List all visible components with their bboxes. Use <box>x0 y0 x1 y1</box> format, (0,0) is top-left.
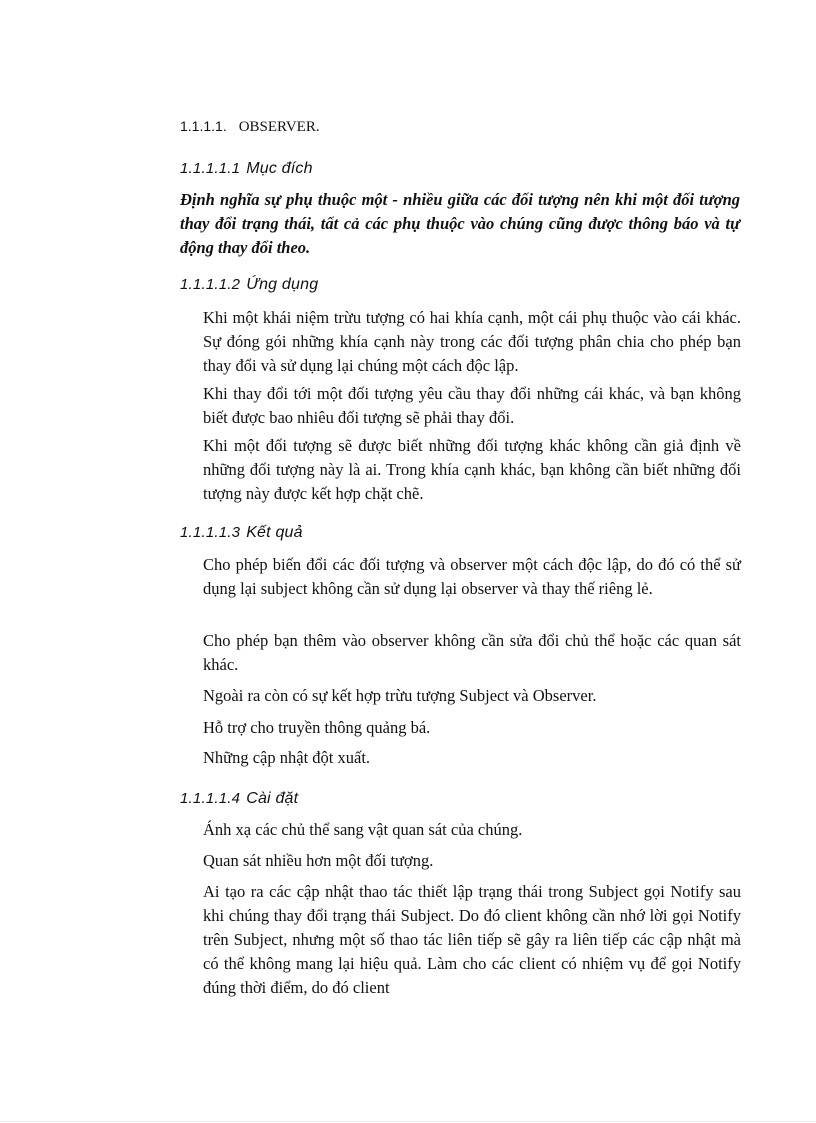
subheading-number: 1.1.1.1.1 <box>180 160 241 177</box>
paragraph: Ngoài ra còn có sự kết hợp trừu tượng Subject và Observer. <box>203 686 597 705</box>
section-number: 1.1.1.1. <box>180 118 227 134</box>
subheading-title: Mục đích <box>246 160 313 177</box>
subheading-ung-dung <box>180 276 318 294</box>
intro-paragraph: Định nghĩa sự phụ thuộc một - nhiều giữa các đối tượng nên khi một đối tượng thay đổi trạng thái, tất cả các phụ thuộc vào chúng cũng được thông báo và tự động thay đổi theo. <box>180 190 740 257</box>
paragraph: Những cập nhật đột xuất. <box>203 748 371 767</box>
paragraph: Khi thay đổi tới một đối tượng yêu cầu thay đổi những cái khác, và bạn không biết được bao nhiêu đối tượng sẽ phải thay đổi. <box>203 384 741 427</box>
paragraph: Ánh xạ các chủ thể sang vật quan sát của chúng. <box>203 820 523 839</box>
section-heading <box>180 118 320 136</box>
section-title: OBSERVER. <box>238 119 320 135</box>
paragraph: Cho phép biến đổi các đối tượng và observer một cách độc lập, do đó có thể sử dụng lại subject không cần sử dụng lại observer và thay thế riêng lẻ. <box>203 555 741 598</box>
subheading-title: Ứng dụng <box>246 276 319 293</box>
subheading-number: 1.1.1.1.3 <box>180 524 241 541</box>
page-edge <box>0 1121 816 1122</box>
paragraph: Khi một đối tượng sẽ được biết những đối tượng khác không cần giả định về những đối tượng này là ai. Trong khía cạnh khác, bạn không cần biết những đối tượng này được kết hợp chặt chẽ. <box>203 436 741 503</box>
paragraph: Ai tạo ra các cập nhật thao tác thiết lập trạng thái trong Subject gọi Notify sau khi chúng thay đổi trạng thái Subject. Do đó client không cần nhớ lời gọi Notify trên Subject, nhưng một số thao tác liên tiếp sẽ gây ra liên tiếp các cập nhật mà có thể không mang lại hiệu quả. Làm cho các client có nhiệm vụ để gọi Notify đúng thời điểm, do đó client <box>203 882 741 997</box>
subheading-number: 1.1.1.1.4 <box>180 790 241 807</box>
subheading-cai-dat <box>180 790 298 808</box>
subheading-muc-dich <box>180 160 313 178</box>
subheading-ket-qua <box>180 524 303 542</box>
paragraph: Cho phép bạn thêm vào observer không cần sửa đổi chủ thể hoặc các quan sát khác. <box>203 631 741 674</box>
subheading-title: Cài đặt <box>246 790 299 807</box>
subheading-number: 1.1.1.1.2 <box>180 276 241 293</box>
paragraph: Khi một khái niệm trừu tượng có hai khía cạnh, một cái phụ thuộc vào cái khác. Sự đóng gói những khía cạnh này trong các đối tượng phân chia cho phép bạn thay đổi và sử dụng lại chúng một cách độc lập. <box>203 308 741 375</box>
paragraph: Quan sát nhiều hơn một đối tượng. <box>203 851 434 870</box>
subheading-title: Kết quả <box>246 524 303 541</box>
paragraph: Hỗ trợ cho truyền thông quảng bá. <box>203 718 431 737</box>
